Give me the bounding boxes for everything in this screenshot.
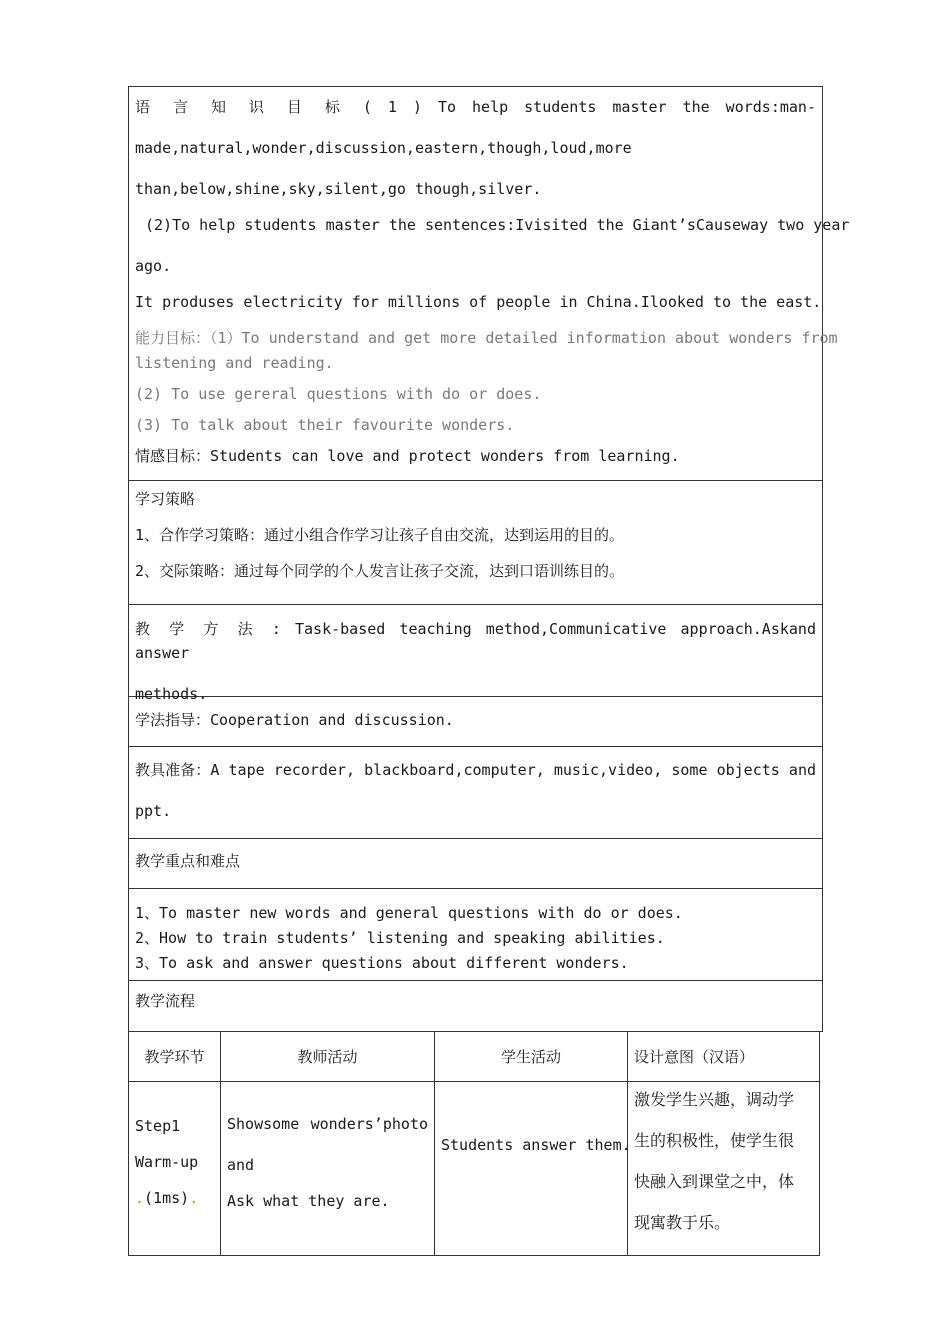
strategy-item-2: 2、交际策略：通过每个同学的个人发言让孩子交流，达到口语训练目的。: [135, 562, 625, 580]
teacher-activity-cell: [221, 1082, 435, 1256]
time-label: [135, 1186, 214, 1210]
intent-line-1: 激发学生兴趣，调动学: [634, 1090, 795, 1109]
study-guidance: 学法指导：Cooperation and discussion.: [135, 711, 454, 729]
ability-goal-3: (3) To talk about their favourite wonders.: [135, 416, 515, 434]
teaching-method-section: [129, 605, 822, 703]
teaching-tools-section: [129, 747, 822, 839]
student-activity-cell: [435, 1082, 631, 1256]
key-points-title: 教学重点和难点: [135, 852, 241, 870]
key-points-title-section: [129, 839, 822, 889]
teacher-activity-line-3: Ask what they are.: [227, 1192, 390, 1210]
header-design-intent: 设计意图（汉语）: [628, 1032, 820, 1082]
header-teacher-activity: 教师活动: [221, 1032, 435, 1082]
teaching-goals-section: [129, 87, 850, 481]
time-suffix: .: [189, 1189, 199, 1207]
header-student-activity: 学生活动: [435, 1032, 628, 1082]
tools-line-1: 教具准备：A tape recorder, blackboard,computer, music,video, some objects and: [135, 761, 816, 779]
intent-line-2: 生的积极性，使学生很: [634, 1131, 795, 1150]
strategy-item-1: 1、合作学习策略：通过小组合作学习让孩子自由交流，达到运用的目的。: [135, 526, 625, 544]
stage-label: Warm-up: [135, 1153, 199, 1171]
key-point-1: 1、To master new words and general questions with do or does.: [135, 904, 683, 922]
key-point-3: 3、To ask and answer questions about different wonders.: [135, 954, 629, 972]
ability-goal-line-1: 能力目标：（1）To understand and get more detailed information about wonders from: [135, 329, 838, 347]
knowledge-goal-line-1: 语 言 知 识 目 标 ( 1 ) To help students master the words:man-: [135, 98, 816, 116]
knowledge-goal-line-3: than,below,shine,sky,silent,go though,silver.: [135, 180, 542, 198]
teacher-activity-line-1: Showsome wonders’photo: [227, 1115, 428, 1133]
time-prefix: .: [135, 1189, 145, 1207]
strategy-title: 学习策略: [135, 490, 196, 508]
sentence-goal-line-1: (2)To help students master the sentences:Ivisited the Giant’sCauseway two year: [145, 216, 850, 234]
teacher-activity-line-2: and: [227, 1156, 255, 1174]
knowledge-goal-line-2: made,natural,wonder,discussion,eastern,though,loud,more: [135, 139, 632, 157]
teaching-flow-table: [128, 1031, 820, 1256]
flow-row-step1: [129, 1082, 820, 1256]
method-line-1: 教 学 方 法 : Task-based teaching method,Communicative approach.Askand answer: [135, 620, 816, 662]
time-value: (1ms): [144, 1189, 190, 1207]
key-points-section: [129, 889, 822, 981]
intent-line-3: 快融入到课堂之中，体: [634, 1172, 795, 1191]
key-point-2: 2、How to train students’ listening and speaking abilities.: [135, 929, 665, 947]
sentence-goal-line-3: It produses electricity for millions of people in China.Ilooked to the east.: [135, 293, 822, 311]
lesson-plan-table: [128, 86, 850, 1032]
process-title-section: [129, 981, 822, 1031]
design-intent-cell: [628, 1082, 820, 1256]
learning-strategy-section: [129, 481, 822, 605]
study-guidance-section: [129, 697, 822, 747]
ability-goal-2: (2) To use gereral questions with do or does.: [135, 385, 542, 403]
ability-goal-line-2: listening and reading.: [135, 354, 334, 372]
process-title: 教学流程: [135, 992, 196, 1010]
sentence-goal-line-2: ago.: [135, 257, 172, 275]
emotion-goal: 情感目标：Students can love and protect wonders from learning.: [135, 447, 680, 465]
flow-header-row: [129, 1032, 820, 1082]
step-label: Step1: [135, 1117, 181, 1135]
step-cell: [129, 1082, 221, 1256]
intent-line-4: 现寓教于乐。: [634, 1213, 731, 1232]
method-line-2: methods.: [135, 685, 208, 703]
tools-line-2: ppt.: [135, 802, 172, 820]
student-activity: Students answer them.: [441, 1136, 631, 1154]
header-stage: 教学环节: [129, 1032, 221, 1082]
